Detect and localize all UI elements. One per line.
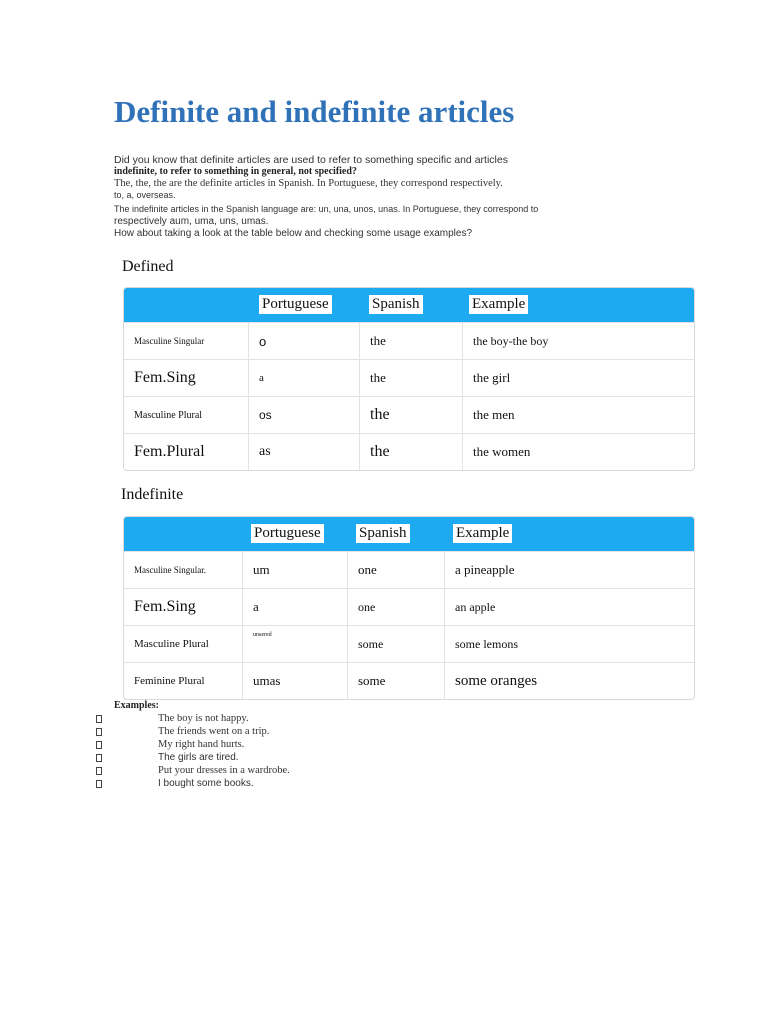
table-row — [124, 551, 694, 588]
list-item — [0, 778, 400, 791]
missing-glyph-bullet-icon — [96, 754, 102, 762]
example-sentence: The friends went on a trip. — [158, 726, 270, 737]
missing-glyph-bullet-icon — [96, 767, 102, 775]
missing-glyph-bullet-icon — [96, 741, 102, 749]
cell-spanish: one — [358, 599, 376, 614]
column-header-spanish: Spanish — [369, 295, 423, 314]
cell-spanish: the — [370, 406, 390, 423]
intro-line: respectively aum, uma, uns, umas. — [114, 216, 269, 228]
missing-glyph-bullet-icon — [96, 728, 102, 736]
cell-spanish: some — [358, 636, 384, 651]
cell-portuguese: o — [259, 333, 267, 349]
table-header — [124, 517, 694, 551]
intro-line: The indefinite articles in the Spanish language are: un, una, unos, unas. In Portuguese, they correspond to — [114, 203, 539, 214]
cell-portuguese: a — [253, 599, 259, 614]
intro-line: How about taking a look at the table below and checking some usage examples? — [114, 227, 473, 239]
intro-line: to, a, overseas. — [114, 189, 176, 200]
cell-spanish: some — [358, 673, 386, 688]
row-label: Masculine Plural — [134, 409, 203, 421]
row-label: Fem.Sing — [134, 598, 196, 615]
list-item — [0, 713, 400, 726]
example-sentence: The boy is not happy. — [158, 713, 249, 724]
cell-spanish: the — [370, 333, 386, 348]
row-label: Fem.Plural — [134, 443, 205, 460]
cell-portuguese: os — [259, 408, 272, 422]
table-row — [124, 322, 694, 359]
definite-articles-table — [123, 287, 695, 471]
row-label: Masculine Plural — [134, 638, 209, 650]
intro-paragraph — [114, 154, 714, 239]
column-divider — [248, 323, 249, 470]
table-row — [124, 359, 694, 396]
row-label: Masculine Singular. — [134, 565, 206, 575]
indefinite-articles-table — [123, 516, 695, 700]
cell-example: the girl — [473, 370, 511, 385]
intro-line: Did you know that definite articles are used to refer to something specific and articles — [114, 154, 508, 166]
cell-example: an apple — [455, 599, 496, 614]
column-divider — [359, 323, 360, 470]
list-item — [0, 726, 400, 739]
missing-glyph-bullet-icon — [96, 780, 102, 788]
definite-heading: Defined — [122, 258, 174, 275]
column-header-example: Example — [469, 295, 528, 314]
list-item — [0, 739, 400, 752]
column-header-portuguese: Portuguese — [251, 524, 324, 543]
example-sentence: I bought some books. — [158, 778, 254, 789]
column-divider — [347, 552, 348, 699]
cell-example: the boy-the boy — [473, 333, 549, 348]
table-row — [124, 588, 694, 625]
cell-spanish: the — [370, 443, 390, 460]
column-divider — [462, 323, 463, 470]
cell-portuguese: unsered — [253, 632, 272, 638]
cell-portuguese: umas — [253, 673, 281, 688]
list-item — [0, 765, 400, 778]
cell-example: a pineapple — [455, 562, 515, 577]
cell-example: some oranges — [455, 672, 538, 689]
column-divider — [242, 552, 243, 699]
example-sentence: My right hand hurts. — [158, 739, 245, 750]
table-row — [124, 433, 694, 470]
cell-portuguese: a — [259, 372, 264, 384]
missing-glyph-bullet-icon — [96, 715, 102, 723]
cell-example: the women — [473, 444, 531, 459]
examples-heading: Examples: — [114, 700, 159, 711]
indefinite-heading: Indefinite — [121, 486, 184, 503]
table-row — [124, 662, 694, 699]
page-title: Definite and indefinite articles — [114, 94, 515, 129]
table-row — [124, 625, 694, 662]
cell-portuguese: um — [253, 562, 270, 577]
table-header — [124, 288, 694, 322]
column-header-spanish: Spanish — [356, 524, 410, 543]
row-label: Masculine Singular — [134, 336, 205, 346]
cell-portuguese: as — [259, 444, 271, 459]
cell-example: some lemons — [455, 636, 518, 651]
column-header-portuguese: Portuguese — [259, 295, 332, 314]
intro-line: The, the, the are the definite articles in Spanish. In Portuguese, they correspond respectively. — [114, 177, 503, 189]
example-sentence: Put your dresses in a wardrobe. — [158, 765, 290, 776]
intro-line: indefinite, to refer to something in general, not specified? — [114, 166, 357, 178]
cell-spanish: the — [370, 370, 386, 385]
row-label: Fem.Sing — [134, 369, 196, 386]
column-divider — [444, 552, 445, 699]
cell-example: the men — [473, 407, 515, 422]
example-sentence: The girls are tired. — [158, 752, 239, 763]
list-item — [0, 752, 400, 765]
cell-spanish: one — [358, 562, 377, 577]
table-row — [124, 396, 694, 433]
row-label: Feminine Plural — [134, 675, 205, 687]
column-header-example: Example — [453, 524, 512, 543]
